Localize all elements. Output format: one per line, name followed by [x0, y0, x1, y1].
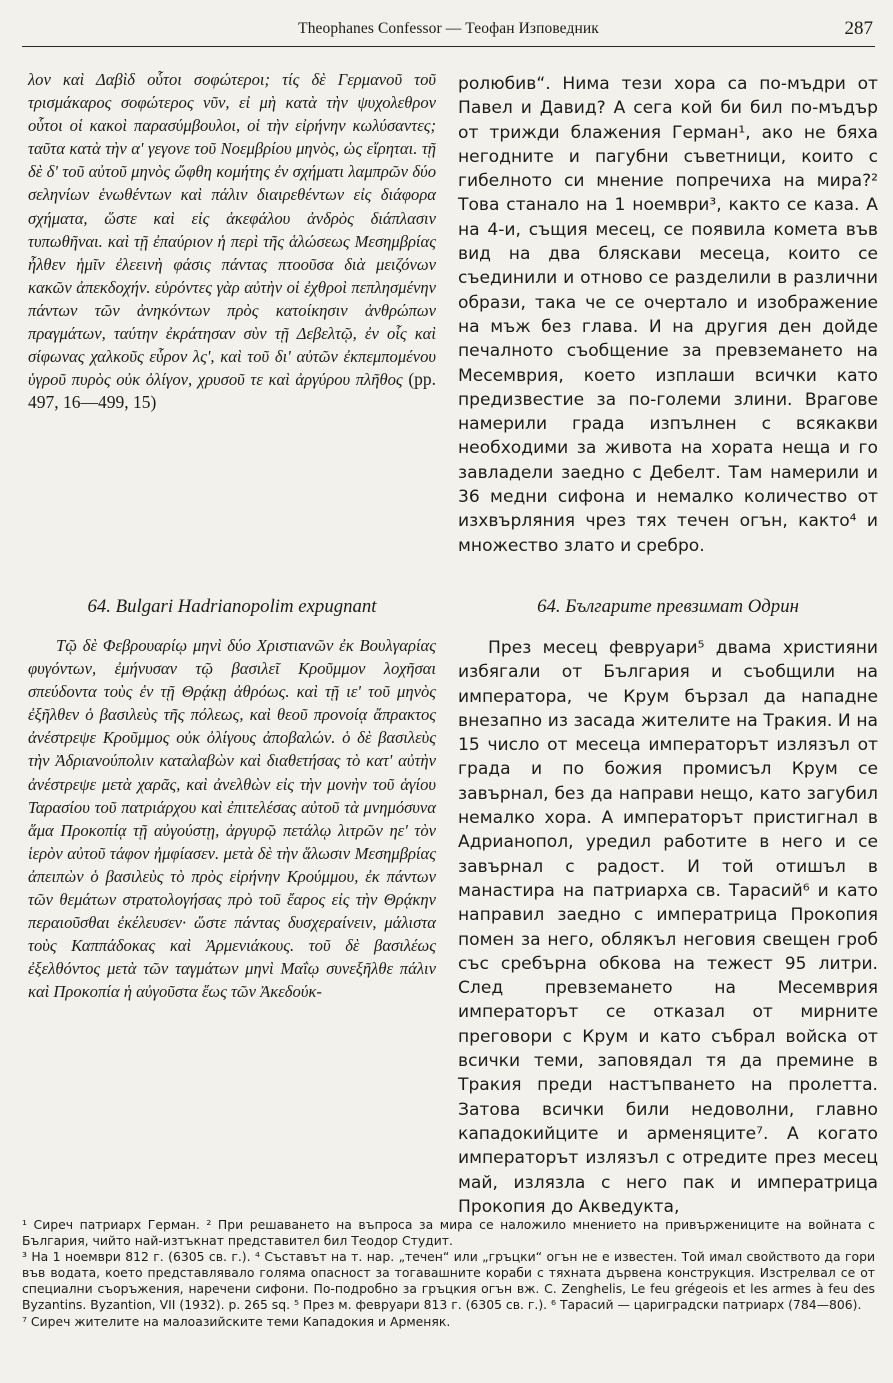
source-reference: (pp. 497, 16—499, 15) — [28, 369, 437, 413]
greek-text: λον καὶ Δαβὶδ οὗτοι σοφώτεροι; τίς δὲ Γερμανοῦ τοῦ τρισμάκαρος σοφώτερος νῦν, εἰ μὴ κατὰ τὴν ψυχολεθρον οὗτοι οἱ κακοὶ παρασύμβουλοι, οἱ τὴν εἰρήνην κωλύσαντες; ταῦτα κατὰ τὴν α' γεγονε τοῦ Νοεμβρίου μηνὸς, ὡς εἴρηται. τῇ δὲ δ' τοῦ αὐτοῦ μηνὸς ὤφθη κομήτης ἐν σχήματι λαμπρῶν δύο σεληνίων ἑνωθέντων καὶ πάλιν διαιρεθέντων εἰς διάφορα σχήματα, ὥστε καὶ εἰς ἀκεφάλου ἀνδρὸς διάπλασιν τυπωθῆναι. καὶ τῇ ἐπαύριον ἡ περὶ τῆς ἁλώσεως Μεσημβρίας ἦλθεν ἡμῖν ἐλεεινὴ φάσις πάντας πτοοῦσα διὰ μειζόνων κακῶν ἀπεκδοχήν. εὑρόντες γὰρ αὐτὴν οἱ ἐχθροὶ πεπλησμένην πάντων τῶν ἀνηκόντων πρὸς κατοίκησιν ἀνθρώπων πραγμάτων, ταύτην ἐκράτησαν σὺν τῇ Δεβελτῷ, ἐν οἷς καὶ σίφωνας χαλκοῦς εὗρον λς', καὶ τοῦ δι' αὐτῶν ἐκπεμπομένου ὑγροῦ πυρὸς οὐκ ὀλίγον, χρυσοῦ τε καὶ ἀργύρου πλῆθος — [28, 70, 436, 390]
footnote-line: ³ На 1 ноември 812 г. (6305 св. г.). ⁴ Съставът на т. нар. „течен“ или „гръцки“ огън не е известен. Той имал свойството да гори във водата, което представлявало голяма опасност за тогавашните кораби с тяхната дървена конструкция. Изстрелвал се от специални съоръжения, наречени сифони. По-подробно за гръцкия огън вж. C. Zenghelis, Le feu grégeois et les armes à feu des Byzantins. Byzantion, VII (1932). p. 265 sq. ⁵ През м. февруари 813 г. (6305 св. г.). ⁶ Тарасий — цариградски патриарх (784—806). — [22, 1249, 875, 1313]
page-number: 287 — [844, 18, 873, 39]
page-header — [22, 16, 875, 47]
section-title-bulgarian: 64. Българите превзимат Одрин — [537, 596, 799, 617]
greek-text-continuation — [28, 68, 436, 414]
section-title-latin: 64. Bulgari Hadrianopolim expugnant — [87, 596, 377, 617]
footnote-line: ¹ Сиреч патриарх Герман. ² При решаването на въпроса за мира се наложило мнението на привържениците на войната с България, чийто най-изтъкнат представител бил Теодор Студит. — [22, 1217, 875, 1249]
bulgarian-text-continuation — [458, 72, 878, 558]
bulgarian-section-paragraph: През месец февруари⁵ двама християни избягали от България и съобщили на императора, че Крум бързал да нападне внезапно из засада жителите на Тракия. И на 15 число от месеца императорът излязъл от града и по божия промисъл Крум се завърнал, без да направи нещо, като загубил немалко хора. А императорът пристигнал в Адрианопол, уредил работите в него и се завърнал с радост. И той отишъл в манастира на патриарха св. Тарасий⁶ и като направил заедно с императрица Прокопия помен за него, облякъл неговия свещен гроб със сребърна обкова на тежест 95 литри. След превземането на Месемврия императорът се отказал от мирните преговори с Крум и като събрал войска от всички теми, заповядал тя да премине в Тракия преди настъпването на пролетта. Затова всички били недоволни, главно кападокийците и арменяците⁷. А когато императорът излязъл с отредите през месец май, излязла с него пак и императрица Прокопия до Акведукта, — [458, 638, 878, 1217]
bulgarian-section-text — [458, 636, 878, 1219]
greek-section-text — [28, 634, 436, 1004]
greek-section-paragraph: Τῷ δὲ Φεβρουαρίῳ μηνὶ δύο Χριστιανῶν ἐκ Βουλγαρίας φυγόντων, ἐμήνυσαν τῷ βασιλεῖ Κροῦμμον λοχῆσαι σπεύδοντα τοὺς ἐν τῇ Θρᾴκῃ ἀθρόως. καὶ τῇ ιε' τοῦ μηνὸς ἐξῆλθεν ὁ βασιλεὺς τῆς πόλεως, καὶ θεοῦ προνοίᾳ ἄπρακτος ἀνέστρεψε Κροῦμμος οὐκ ὀλίγους ἀποβαλών. ὁ δὲ βασιλεὺς τὴν Ἀδριανούπολιν καταλαβὼν καὶ διαθετήσας τὸ κατ' αὐτὴν ἀνέστρεψε μετὰ χαρᾶς, καὶ ἀνελθὼν εἰς τὴν μονὴν τοῦ ἁγίου Ταρασίου τοῦ πατριάρχου καὶ ἐπιτελέσας αὐτοῦ τὰ μνημόσυνα ἅμα Προκοπίᾳ τῇ αὐγούστῃ, ἀργυρῷ πετάλῳ λιτρῶν ηε' τὸν ἱερὸν αὐτοῦ τάφον ἠμφίασεν. μετὰ δὲ τὴν ἅλωσιν Μεσημβρίας ἀπειπὼν ὁ βασιλεὺς τὸ πρὸς εἰρήνην Κρούμμου, ἐκ πάντων τῶν θεμάτων στρατολογήσας πρὸ τοῦ ἔαρος εἰς τὴν Θρᾴκην περαιοῦσθαι ἐκέλευσεν· ὥστε πάντας δυσχεραίνειν, μάλιστα τοὺς Καππάδοκας καὶ Ἀρμενιάκους. τοῦ δὲ βασιλέως ἐξελθόντος μετὰ τῶν ταγμάτων μηνὶ Μαΐῳ συνεξῆλθε πάλιν καὶ Προκοπία ἡ αὐγοῦστα ἕως τῶν Ἀκεδούκ- — [28, 636, 436, 1002]
footnote-line: ⁷ Сиреч жителите на малоазийските теми Кападокия и Арменяк. — [22, 1313, 451, 1329]
bulgarian-paragraph: ролюбив“. Нима тези хора са по-мъдри от Павел и Давид? А сега кой би бил по-мъдър от трижди блажения Герман¹, ако не бяха негодните и пагубни съветници, които с гибелното си мнение попречиха на мира?² Това станало на 1 ноември³, както се каза. А на 4-и, същия месец, се появила комета във вид на два бляскави месеца, които се съединили и отново се разделили в различни образи, така че се очертало и изображение на мъж без глава. И на другия ден дойде печалното съобщение за превземането на Месемврия, което изплаши всички като предизвестие за по-големи злини. Врагове намерили града изпълнен с всякакви необходими за живота на хората неща и го завладели заедно с Дебелт. Там намерили и 36 медни сифона и немалко количество от изхвърляния чрез тях течен огън, както⁴ и множество злато и сребро. — [458, 74, 878, 556]
running-head: Theophanes Confessor — Теофан Изповедник — [298, 20, 599, 37]
footnotes — [22, 1217, 875, 1330]
greek-paragraph — [28, 68, 436, 414]
